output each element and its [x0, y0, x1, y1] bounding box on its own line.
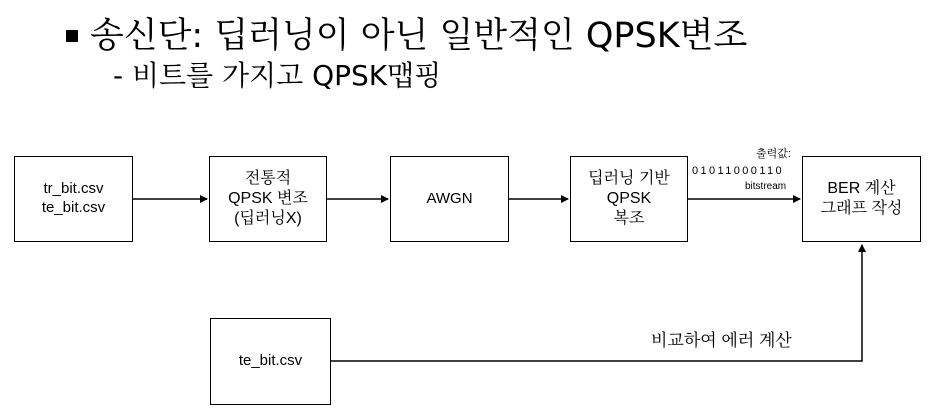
- demod-line-2: QPSK: [606, 190, 652, 207]
- awgn-label: AWGN: [426, 189, 473, 207]
- demod-line-3: 복조: [613, 210, 645, 227]
- awgn-channel-box: [390, 156, 509, 242]
- input-files-box: [14, 156, 133, 242]
- slide-title-text: 송신단: 딥러닝이 아닌 일반적인 QPSK변조: [90, 16, 748, 56]
- reference-file-box: [210, 318, 331, 405]
- ber-line-1: BER 계산: [827, 180, 896, 197]
- input-file-test: te_bit.csv: [41, 199, 106, 216]
- reference-file-label: te_bit.csv: [238, 352, 303, 370]
- demod-line-1: 딥러닝 기반: [588, 170, 670, 187]
- qpsk-modulation-box: [209, 156, 327, 242]
- ber-calculation-box: [802, 156, 921, 242]
- ber-line-2: 그래프 작성: [820, 200, 903, 217]
- slide-subtitle: - 비트를 가지고 QPSK맵핑: [113, 59, 442, 92]
- output-label: 출력값:: [756, 148, 791, 160]
- compare-label: 비교하여 에러 계산: [651, 331, 792, 350]
- qpsk-demodulation-box: [570, 156, 688, 242]
- modulation-line-1: 전통적: [244, 170, 292, 187]
- modulation-line-3: (딥러닝X): [234, 210, 302, 227]
- output-bits: 01011000110: [692, 165, 785, 177]
- input-file-train: tr_bit.csv: [43, 180, 104, 198]
- output-stream-label: bitstream: [745, 181, 787, 192]
- modulation-line-2: QPSK 변조: [228, 190, 308, 207]
